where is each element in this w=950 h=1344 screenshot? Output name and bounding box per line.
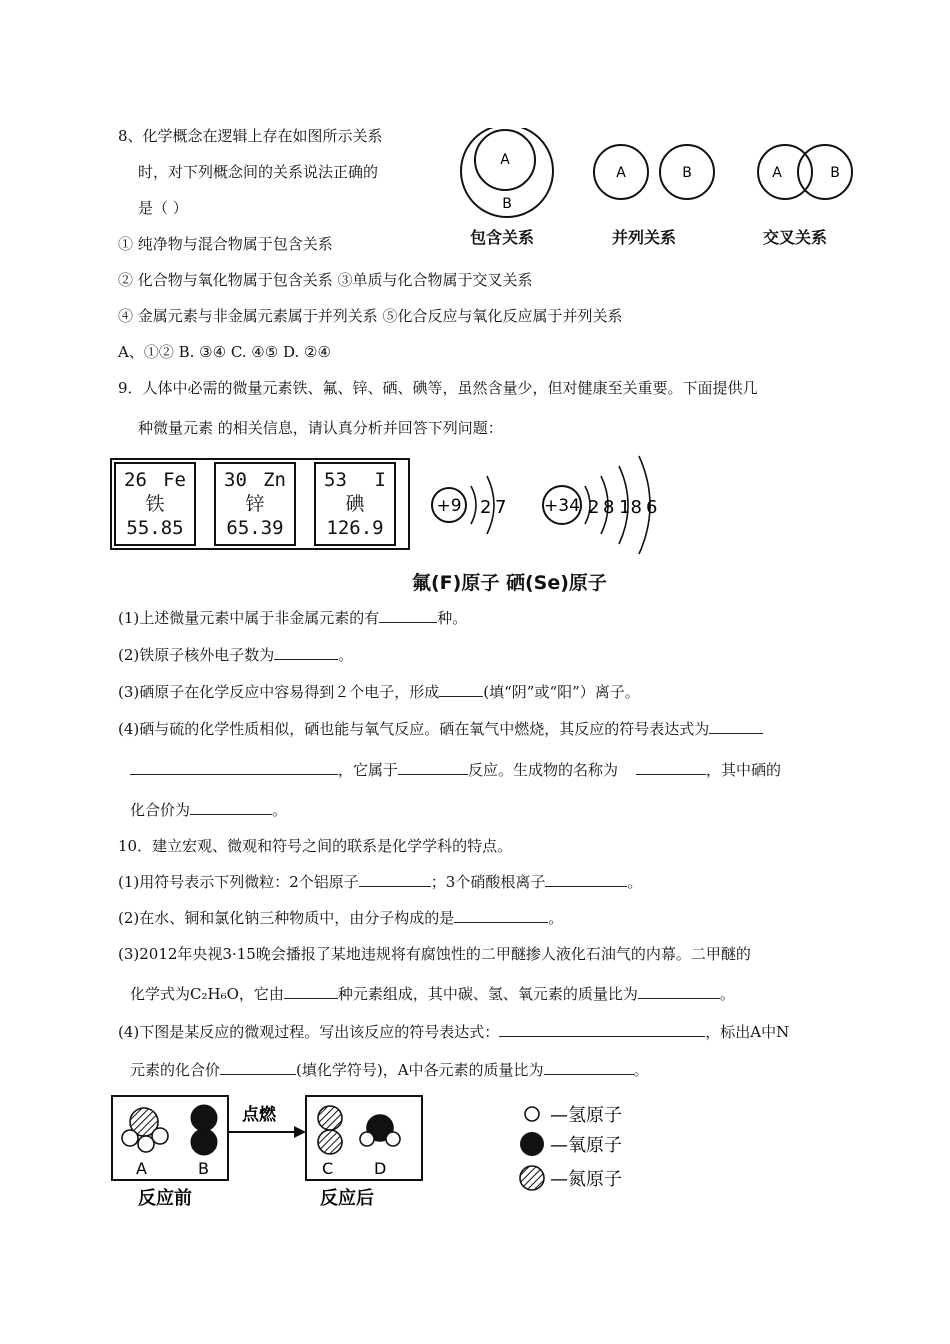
molecule-d [360, 1115, 400, 1146]
element-name: 碘 [345, 493, 365, 515]
selenium-nucleus-charge: +34 [544, 496, 580, 516]
q9-sub-4-text-4: ，其中硒的 [706, 761, 782, 779]
q9-sub-1 [118, 608, 467, 628]
contain-label-b: B [502, 196, 512, 212]
label-b: B [198, 1159, 209, 1178]
q10-line-1: 10．建立宏观、微观和符号之间的联系是化学学科的特点。 [118, 837, 513, 855]
selenium-shell-4: 6 [646, 497, 658, 518]
q10-sub-4-end: 。 [633, 1061, 649, 1079]
atoms-caption: 氟(F)原子 硒(Se)原子 [412, 572, 607, 594]
answer-blank[interactable] [220, 1060, 296, 1075]
element-name: 锌 [245, 493, 265, 515]
element-number: 53 [324, 469, 347, 491]
molecule-b [191, 1105, 217, 1155]
element-mass: 55.85 [126, 517, 184, 539]
element-symbol: Fe [163, 469, 186, 491]
q8-line-2: 时，对下列概念间的关系说法正确的 [138, 163, 379, 181]
answer-blank[interactable] [638, 984, 720, 999]
q10-sub-1-end: 。 [627, 873, 643, 891]
element-number: 30 [224, 469, 247, 491]
q10-sub-3-text: 化学式为C₂H₆O，它由 [130, 985, 284, 1003]
selenium-shell-2: 8 [603, 497, 615, 518]
label-d: D [374, 1159, 387, 1178]
q9-sub-4-line-3 [130, 800, 287, 820]
q9-sub-4-end: 。 [272, 801, 288, 819]
answer-blank[interactable] [359, 872, 431, 887]
legend-hydrogen: —氢原子 [550, 1105, 622, 1126]
q9-sub-4-text: (4)硒与硫的化学性质相似，硒也能与氧气反应。硒在氧气中燃烧，其反应的符号表达式为 [118, 720, 710, 738]
legend-oxygen: —氧原子 [550, 1135, 622, 1156]
q9-sub-3-text: (3)硒原子在化学反应中容易得到２个电子，形成 [118, 683, 440, 701]
selenium-shell-1: 2 [588, 497, 600, 518]
q10-sub-3-line-1: (3)2012年央视3·15晚会播报了某地违规将有腐蚀性的二甲醚掺人液化石油气的内幕。二甲醚的 [118, 945, 751, 963]
q9-sub-4-line-2 [130, 760, 781, 780]
answer-blank[interactable] [284, 984, 338, 999]
q10-sub-4-line-2 [130, 1060, 649, 1080]
q10-sub-3-line-2 [130, 984, 735, 1004]
answer-blank[interactable] [398, 760, 468, 775]
cross-label-a: A [772, 165, 782, 181]
q9-sub-4-text-3: 反应。生成物的名称为 [468, 761, 619, 779]
q10-sub-4-text: (4)下图是某反应的微观过程。写出该反应的符号表达式： [118, 1023, 500, 1041]
answer-blank[interactable] [499, 1022, 705, 1037]
q8-option-2: ② 化合物与氧化物属于包含关系 ③单质与化合物属于交叉关系 [118, 271, 533, 289]
answer-blank[interactable] [454, 908, 548, 923]
q10-sub-3-text-2: 种元素组成，其中碳、氢、氧元素的质量比为 [337, 985, 638, 1003]
q9-sub-1-text: (1)上述微量元素中属于非金属元素的有 [118, 609, 380, 627]
cross-label-b: B [830, 165, 840, 181]
q10-sub-3-end: 。 [719, 985, 735, 1003]
label-c: C [322, 1159, 334, 1178]
element-cell-fe [114, 462, 196, 546]
label-before: 反应前 [138, 1188, 192, 1209]
answer-blank[interactable] [439, 682, 483, 697]
q10-sub-2-text: (2)在水、铜和氯化钠三种物质中，由分子构成的是 [118, 909, 455, 927]
q9-sub-3 [118, 682, 640, 702]
q9-line-1: 9．人体中必需的微量元素铁、氟、锌、硒、碘等，虽然含量少，但对健康至关重要。下面提供几 [118, 379, 758, 397]
parallel-label-b: B [682, 165, 692, 181]
parallel-label-a: A [616, 165, 626, 181]
answer-blank[interactable] [190, 800, 272, 815]
element-cell-i [314, 462, 396, 546]
selenium-shell-3: 18 [619, 497, 642, 518]
q10-sub-4-text-2: ，标出A中N [705, 1023, 790, 1041]
contain-label-a: A [500, 152, 510, 168]
element-symbol: Zn [263, 469, 286, 491]
q10-sub-1-text: (1)用符号表示下列微粒：2个铝原子 [118, 873, 359, 891]
q8-line-3: 是（ ） [138, 199, 188, 217]
q10-sub-2-end: 。 [548, 909, 564, 927]
q9-sub-2-text: (2)铁原子核外电子数为 [118, 646, 275, 664]
element-symbol: I [374, 469, 386, 491]
q9-sub-4-text-5: 化合价为 [130, 801, 191, 819]
parallel-relation [594, 145, 714, 199]
hydrogen-legend-icon [525, 1107, 539, 1121]
atom-structure-diagram [425, 448, 675, 563]
fluorine-shell-2: 7 [495, 497, 507, 518]
molecule-c [318, 1106, 342, 1154]
q8-choices: A、①② B. ③④ C. ④⑤ D. ②④ [118, 343, 331, 361]
reaction-diagram [108, 1092, 668, 1212]
arrow-head-icon [294, 1126, 306, 1138]
answer-blank[interactable] [545, 872, 627, 887]
q10-sub-1 [118, 872, 642, 892]
nitrogen-legend-icon [520, 1166, 544, 1190]
label-contain: 包含关系 [470, 228, 535, 247]
label-parallel: 并列关系 [612, 228, 677, 247]
q10-sub-4-text-4: (填化学符号)，A中各元素的质量比为 [296, 1061, 544, 1079]
arrow-label: 点燃 [242, 1105, 276, 1125]
label-after: 反应后 [320, 1188, 374, 1209]
q10-sub-2 [118, 908, 563, 928]
element-number: 26 [124, 469, 147, 491]
fluorine-nucleus-charge: +9 [436, 496, 462, 516]
q10-sub-4-line-1 [118, 1022, 789, 1042]
element-mass: 126.9 [326, 517, 384, 539]
q10-sub-4-text-3: 元素的化合价 [130, 1061, 221, 1079]
answer-blank[interactable] [379, 608, 437, 623]
element-name: 铁 [145, 493, 165, 515]
q8-line-1: 8、化学概念在逻辑上存在如图所示关系 [118, 127, 383, 145]
q9-sub-3-end: (填“阴”或“阳”）离子。 [483, 683, 640, 701]
q9-sub-4-line-1 [118, 719, 763, 739]
q9-sub-4-text-2: ，它属于 [338, 761, 399, 779]
answer-blank[interactable] [636, 760, 706, 775]
element-cell-zn [214, 462, 296, 546]
q9-sub-1-end: 种。 [437, 609, 468, 627]
answer-blank[interactable] [130, 760, 338, 775]
label-a: A [136, 1159, 147, 1178]
oxygen-legend-icon [520, 1132, 544, 1156]
answer-blank[interactable] [709, 719, 763, 734]
q8-option-1: ① 纯净物与混合物属于包含关系 [118, 235, 333, 253]
legend-nitrogen: —氮原子 [550, 1169, 622, 1190]
molecule-a [122, 1108, 168, 1152]
q9-sub-2 [118, 645, 353, 665]
answer-blank[interactable] [274, 645, 338, 660]
q8-option-3: ④ 金属元素与非金属元素属于并列关系 ⑤化合反应与氧化反应属于并列关系 [118, 307, 623, 325]
answer-blank[interactable] [544, 1060, 634, 1075]
q9-sub-2-end: 。 [338, 646, 354, 664]
q10-sub-1-text-2: ；3个硝酸根离子 [430, 873, 546, 891]
label-cross: 交叉关系 [763, 228, 828, 247]
fluorine-shell-1: 2 [480, 497, 492, 518]
q9-line-2: 种微量元素 的相关信息，请认真分析并回答下列问题： [138, 419, 503, 437]
element-mass: 65.39 [226, 517, 284, 539]
